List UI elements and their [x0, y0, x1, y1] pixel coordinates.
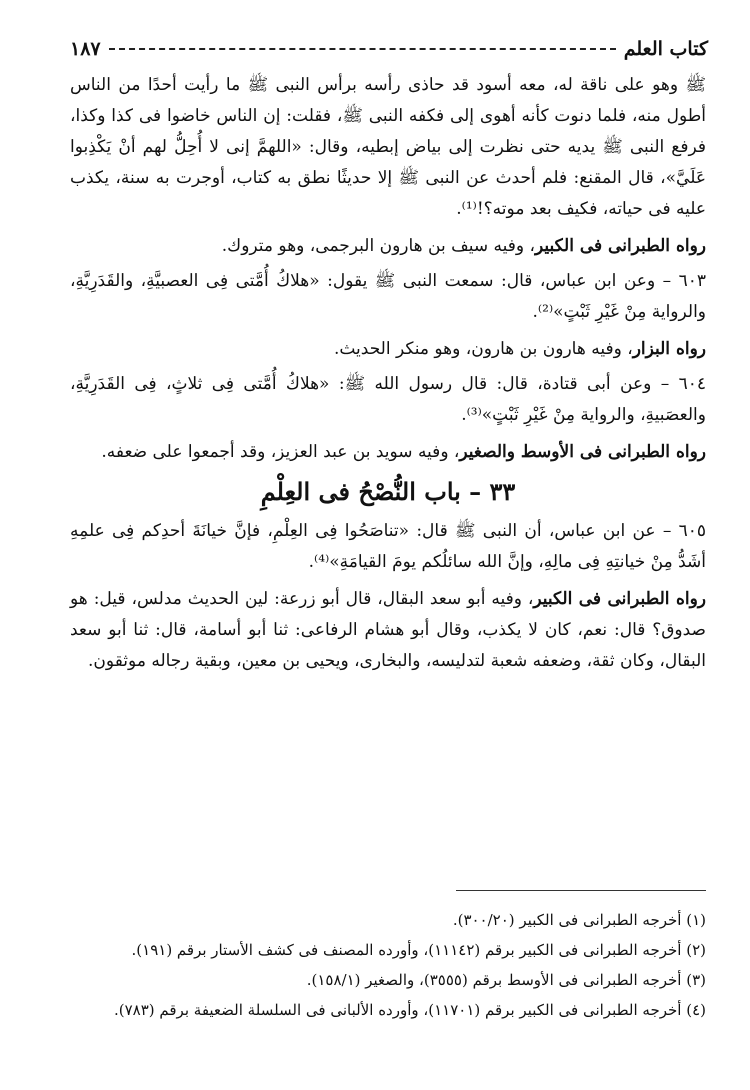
- narration-note: [70, 334, 706, 365]
- narration-note: [70, 584, 706, 677]
- narration-detail: ، وفيه أبو سعد البقال، قال أبو زرعة: لين الحديث مدلس، قيل: هو صدوق؟ قال: نعم، كان لا يكذب، وقال أبو هشام الرفاعى: ثنا أبو أسامة، قال: ثنا أبو سعد البقال، وكان ثقة، وضعفه شعبة لتدليسه، والبخارى، ويحيى بن معين، وبقية رجاله موثقون.: [70, 589, 706, 671]
- narration-source: رواه الطبرانى فى الكبير: [534, 236, 706, 256]
- hadith-605: ٦٠٥ – عن ابن عباس، أن النبى ﷺ قال: «تناصَحُوا فِى العِلْمِ، فإنَّ خيانَةَ أحدِكم فِى علمِهِ أشَدُّ مِنْ خيانتِهِ فِى مالِهِ، وإنَّ الله سائلُكم يومَ القيامَةِ»⁽⁴⁾.: [70, 521, 706, 572]
- narration-note: [70, 437, 706, 468]
- footnote-4: (٤) أخرجه الطبرانى فى الكبير برقم (١١٧٠١)، وأورده الألبانى فى السلسلة الضعيفة برقم (٧٨٣).: [113, 1001, 706, 1019]
- running-header: [70, 34, 708, 64]
- hadith-604: ٦٠٤ – وعن أبى قتادة، قال: قال رسول الله ﷺ: «هلاكُ أُمَّتى فِى ثلاثٍ، فِى القَدَرِيَّةِ، والعصَبيةِ، والرواية مِنْ غَيْرِ ثَبْتٍ»⁽³⁾.: [70, 374, 706, 425]
- chapter-heading: ٣٣ – باب النُّصْحُ فى العِلْمِ: [260, 477, 516, 506]
- narration-detail: ، وفيه سيف بن هارون البرجمى، وهو متروك.: [221, 236, 535, 256]
- narration-detail: ، وفيه هارون بن هارون، وهو منكر الحديث.: [333, 339, 633, 359]
- main-text: [70, 70, 706, 683]
- footnote-3: (٣) أخرجه الطبرانى فى الأوسط برقم (٣٥٥٥)، والصغير (١٥٨/١).: [306, 971, 706, 989]
- narration-source: رواه الطبرانى فى الأوسط والصغير: [459, 442, 706, 462]
- header-dashed-rule: [109, 48, 616, 50]
- page-number: ١٨٧: [70, 38, 101, 60]
- footnotes: [70, 905, 706, 1025]
- narration-source: رواه البزار: [632, 339, 706, 359]
- footnote-2: (٢) أخرجه الطبرانى فى الكبير برقم (١١١٤٢)، وأورده المصنف فى كشف الأستار برقم (١٩١).: [131, 941, 706, 959]
- book-title: كتاب العلم: [623, 38, 708, 60]
- narration-note: [70, 231, 706, 262]
- hadith-603: ٦٠٣ – وعن ابن عباس، قال: سمعت النبى ﷺ يقول: «هلاكُ أُمَّتى فِى العصبيَّةِ، والقَدَرِيَّةِ، والرواية مِنْ غَيْرِ ثَبْتٍ»⁽²⁾.: [70, 271, 706, 322]
- narration-source: رواه الطبرانى فى الكبير: [533, 589, 707, 609]
- footnote-1: (١) أخرجه الطبرانى فى الكبير (٣٠٠/٢٠).: [452, 911, 706, 929]
- footnote-separator: [456, 890, 706, 891]
- hadith-continuation: ﷺ وهو على ناقة له، معه أسود قد حاذى رأسه برأس النبى ﷺ ما رأيت أحدًا من الناس أطول منه، فلما دنوت كأنه أهوى إلى فكفه النبى ﷺ، فقلت: إن الناس خاضوا فى كذا وكذا، فرفع النبى ﷺ يديه حتى نظرت إلى بياض إبطيه، وقال: «اللهمَّ إنى لا أُحِلُّ لهم أنْ يَكْذِبوا عَلَيَّ»، قال المقنع: فلم أحدث عن النبى ﷺ إلا حديثًا نطق به كتاب، أوجرت به سنة، يكذب عليه فى حياته، فكيف بعد موته؟!⁽¹⁾.: [70, 75, 706, 219]
- narration-detail: ، وفيه سويد بن عبد العزيز، وقد أجمعوا على ضعفه.: [101, 442, 460, 462]
